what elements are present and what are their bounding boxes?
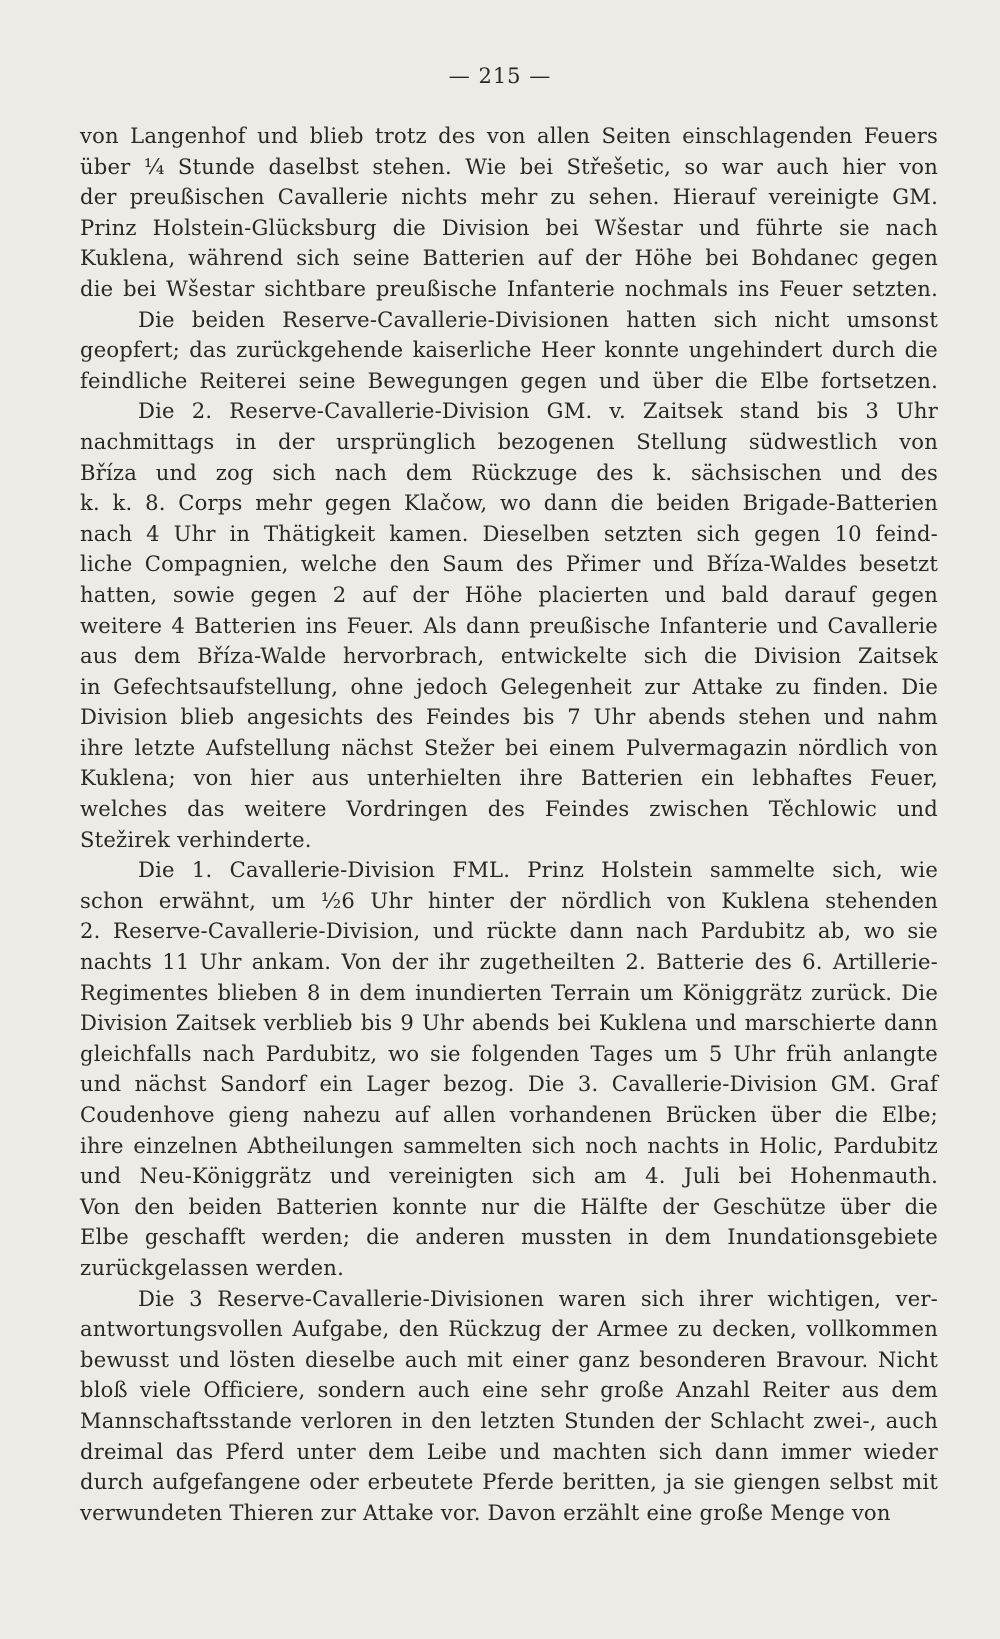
text-line: weitere 4 Batterien ins Feuer. Als dann preußische Infanterie und Cavallerie [80,612,938,638]
text-line: Die 3 Reserve-Cavallerie-Divisionen waren sich ihrer wichtigen, ver- [138,1285,938,1311]
text-line: die bei Wšestar sichtbare preußische Infanterie nochmals ins Feuer setzten. [80,275,938,301]
body-text [80,121,938,1528]
text-line: nachts 11 Uhr ankam. Von der ihr zugetheilten 2. Batterie des 6. Artillerie- [80,949,938,975]
text-line: Division blieb angesichts des Feindes bis 7 Uhr abends stehen und nahm [80,704,938,730]
text-line: aus dem Bříza-Walde hervorbrach, entwickelte sich die Division Zaitsek [80,643,938,669]
text-line: Stežirek verhinderte. [80,826,312,852]
text-line: ihre letzte Aufstellung nächst Stežer bei einem Pulvermagazin nördlich von [80,734,938,760]
text-line: Die beiden Reserve-Cavallerie-Divisionen hatten sich nicht umsonst [138,306,938,332]
text-line: Prinz Holstein-Glücksburg die Division bei Wšestar und führte sie nach [80,214,938,240]
text-line: und nächst Sandorf ein Lager bezog. Die 3. Cavallerie-Division GM. Graf [80,1071,938,1097]
text-line: ihre einzelnen Abtheilungen sammelten sich noch nachts in Holic, Pardubitz [80,1132,938,1158]
text-line: feindliche Reiterei seine Bewegungen gegen und über die Elbe fortsetzen. [80,367,938,393]
text-line: in Gefechtsaufstellung, ohne jedoch Gelegenheit zur Attake zu finden. Die [80,673,938,699]
page-number-header: — 215 — [448,64,552,88]
text-line: schon erwähnt, um ½6 Uhr hinter der nördlich von Kuklena stehenden [80,887,938,913]
text-line: der preußischen Cavallerie nichts mehr zu sehen. Hierauf vereinigte GM. [80,184,938,210]
text-line: bewusst und lösten dieselbe auch mit einer ganz besonderen Bravour. Nicht [80,1346,938,1372]
text-line: welches das weitere Vordringen des Feindes zwischen Těchlowic und [80,796,938,822]
text-line: antwortungsvollen Aufgabe, den Rückzug der Armee zu decken, vollkommen [80,1316,938,1342]
text-line: verwundeten Thieren zur Attake vor. Davon erzählt eine große Menge von [80,1499,891,1525]
text-line: Elbe geschafft werden; die anderen mussten in dem Inundationsgebiete [80,1224,938,1250]
text-line: gleichfalls nach Pardubitz, wo sie folgenden Tages um 5 Uhr früh anlangte [80,1040,938,1066]
text-line: Die 1. Cavallerie-Division FML. Prinz Holstein sammelte sich, wie [138,857,938,883]
text-line: 2. Reserve-Cavallerie-Division, und rückte dann nach Pardubitz ab, wo sie [80,918,938,944]
text-line: über ¼ Stunde daselbst stehen. Wie bei Střešetic, so war auch hier von [80,153,938,179]
text-line: nach 4 Uhr in Thätigkeit kamen. Dieselben setzten sich gegen 10 feind- [80,520,938,546]
text-line: Division Zaitsek verblieb bis 9 Uhr abends bei Kuklena und marschierte dann [80,1010,938,1036]
text-line: zurückgelassen werden. [80,1254,344,1280]
text-line: Regimentes blieben 8 in dem inundierten Terrain um Königgrätz zurück. Die [80,979,938,1005]
text-line: durch aufgefangene oder erbeutete Pferde beritten, ja sie giengen selbst mit [80,1469,938,1495]
text-line: Kuklena; von hier aus unterhielten ihre Batterien ein lebhaftes Feuer, [80,765,938,791]
text-line: geopfert; das zurückgehende kaiserliche Heer konnte ungehindert durch die [80,337,938,363]
text-line: Bříza und zog sich nach dem Rückzuge des k. sächsischen und des [80,459,938,485]
text-line: hatten, sowie gegen 2 auf der Höhe placierten und bald darauf gegen [80,581,938,607]
text-line: Kuklena, während sich seine Batterien auf der Höhe bei Bohdanec gegen [80,245,938,271]
text-line: bloß viele Officiere, sondern auch eine sehr große Anzahl Reiter aus dem [80,1377,938,1403]
text-line: Von den beiden Batterien konnte nur die Hälfte der Geschütze über die [80,1193,938,1219]
text-line: von Langenhof und blieb trotz des von allen Seiten einschlagenden Feuers [80,123,938,148]
text-line: und Neu-Königgrätz und vereinigten sich am 4. Juli bei Hohenmauth. [80,1163,938,1189]
text-line: Mannschaftsstande verloren in den letzten Stunden der Schlacht zwei-, auch [80,1407,938,1433]
text-line: k. k. 8. Corps mehr gegen Klačow, wo dann die beiden Brigade-Batterien [80,490,938,516]
text-line: dreimal das Pferd unter dem Leibe und machten sich dann immer wieder [80,1438,938,1464]
text-line: Die 2. Reserve-Cavallerie-Division GM. v. Zaitsek stand bis 3 Uhr [138,398,938,424]
text-line: liche Compagnien, welche den Saum des Přimer und Bříza-Waldes besetzt [80,551,938,577]
text-line: Coudenhove gieng nahezu auf allen vorhandenen Brücken über die Elbe; [80,1102,938,1127]
text-line: nachmittags in der ursprünglich bezogenen Stellung südwestlich von [80,428,938,454]
